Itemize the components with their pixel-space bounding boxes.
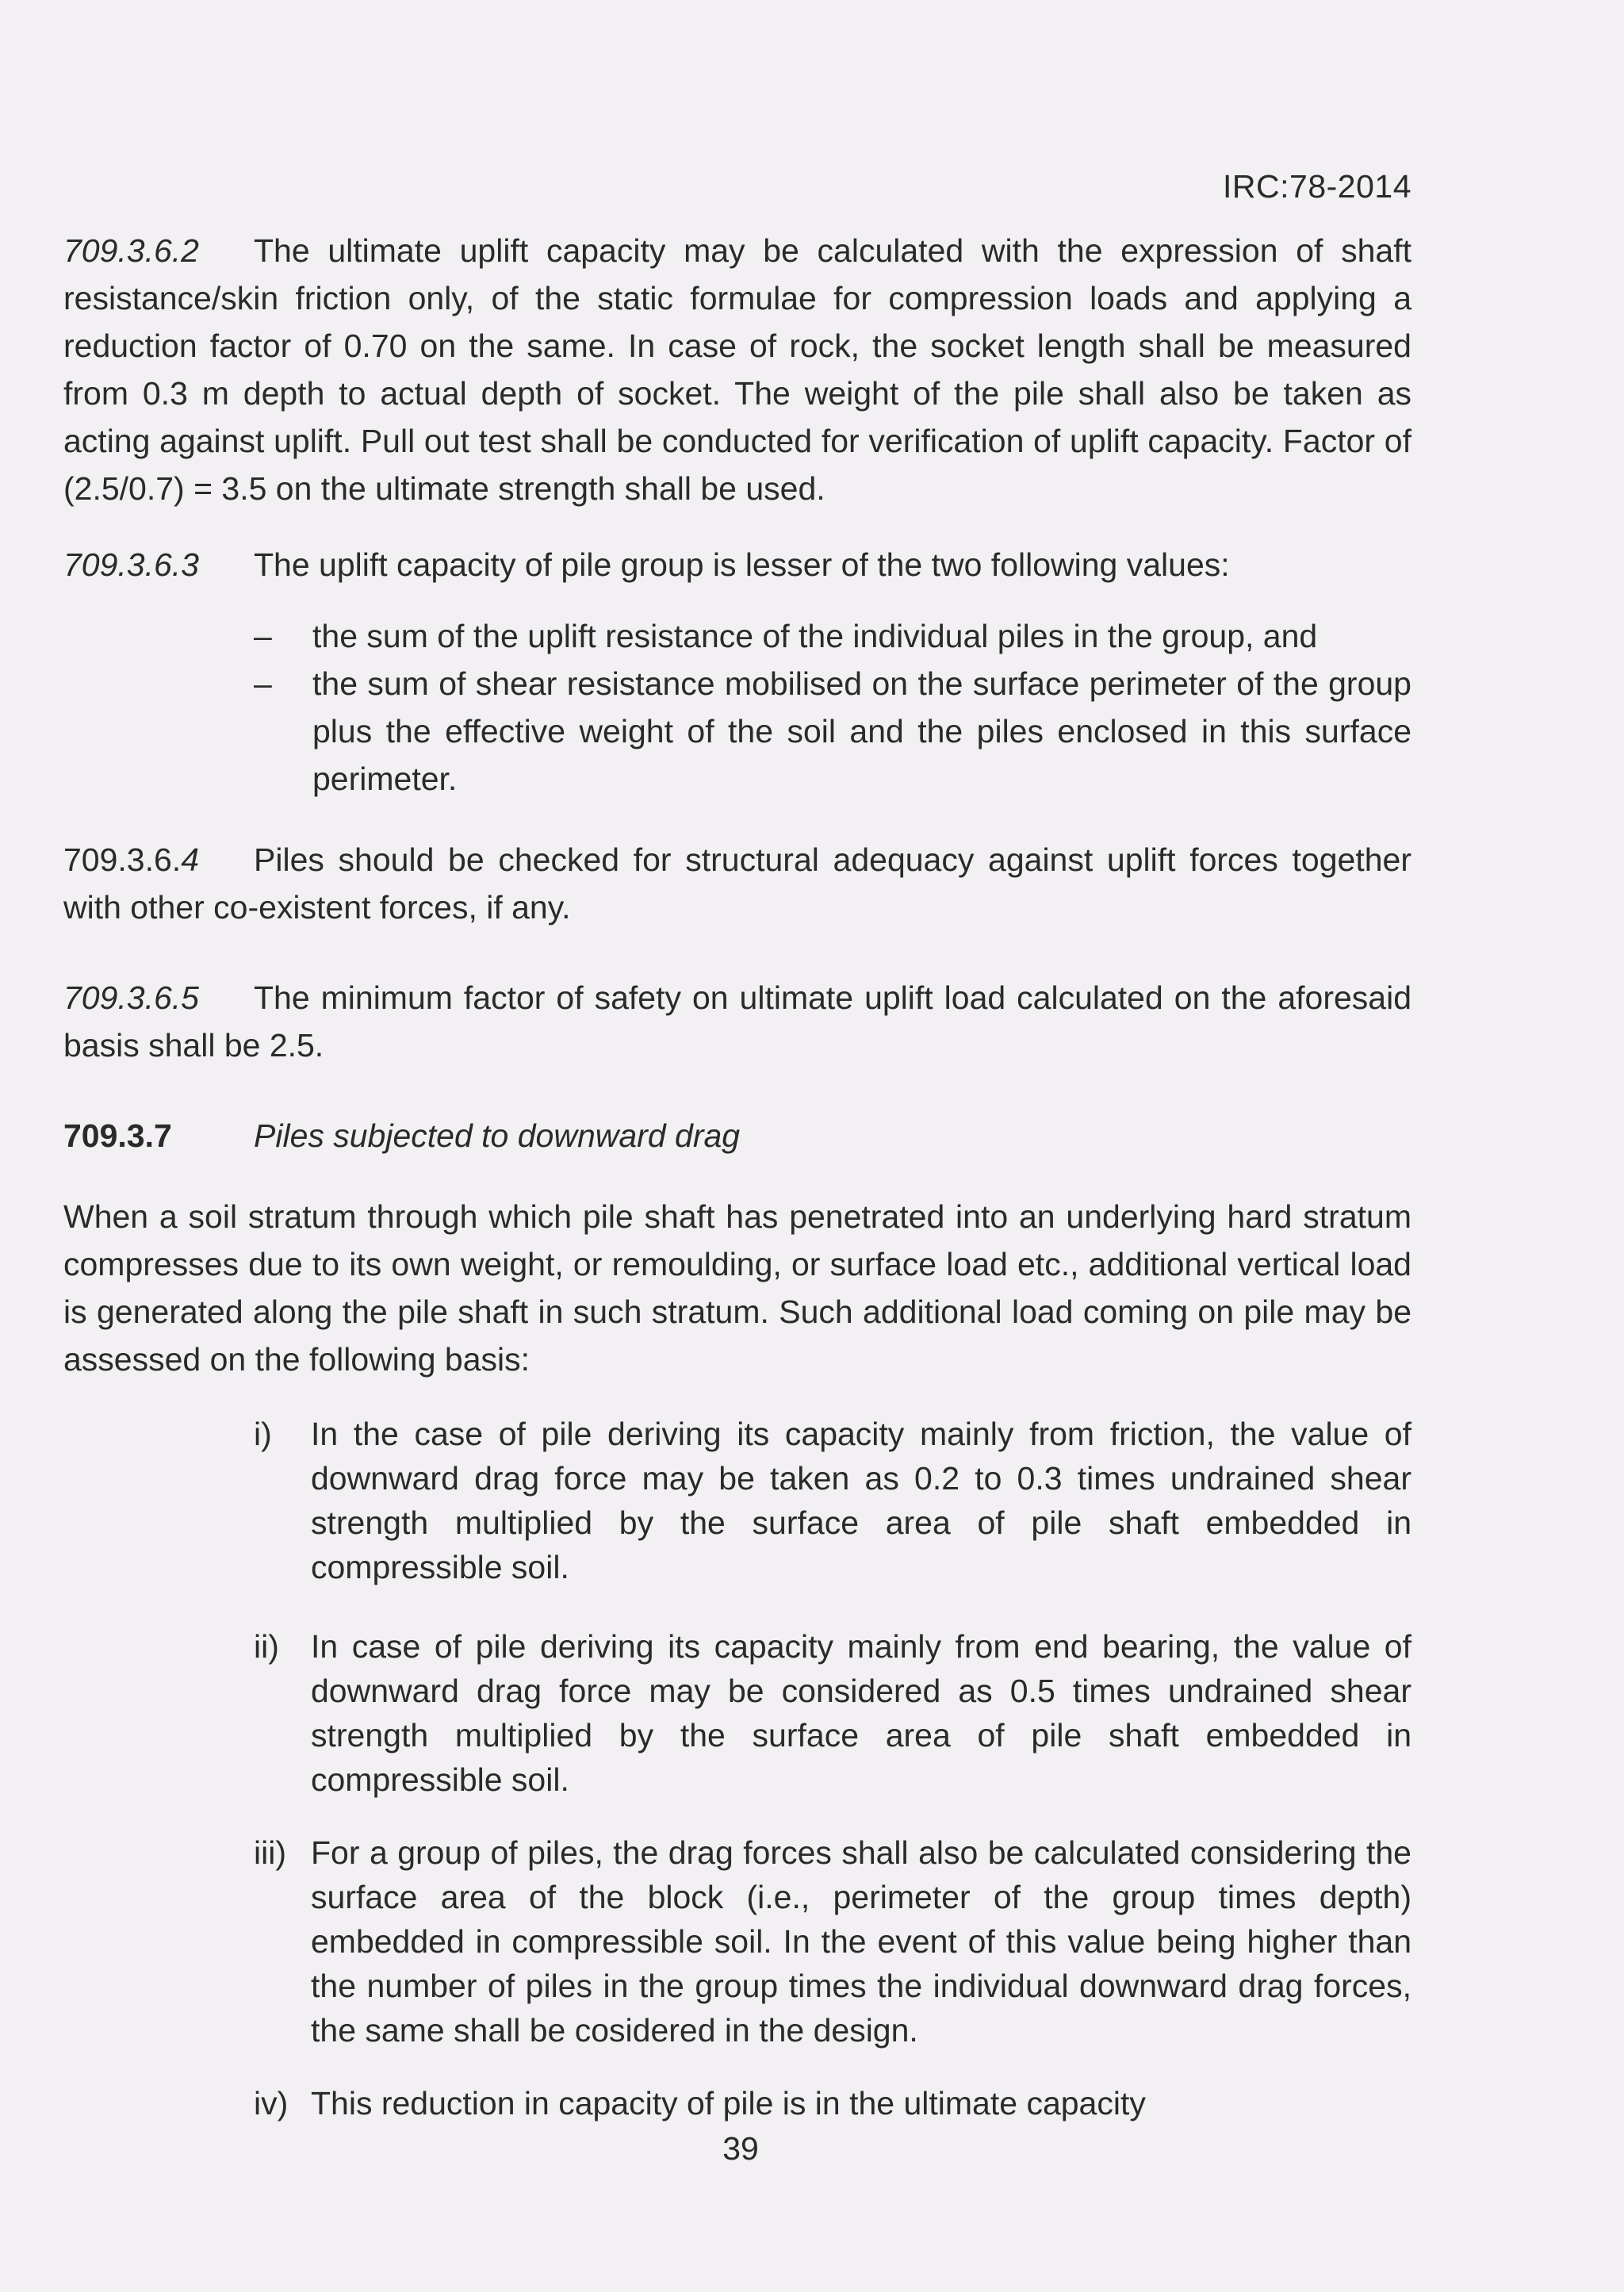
section-title: Piles subjected to downward drag <box>254 1117 741 1154</box>
item-marker: iii) <box>254 1834 286 1871</box>
clause-text: Piles should be checked for structural adequacy against uplift forces together with other co-existent forces, if any. <box>63 841 1411 926</box>
list-item: – the sum of shear resistance mobilised on the surface perimeter of the group plus the effective weight of the soil and the piles enclosed in this surface perimeter. <box>254 660 1411 803</box>
clause-number: 709.3.6.4 <box>63 841 199 878</box>
clause-text: The minimum factor of safety on ultimate uplift load calculated on the aforesaid basis shall be 2.5. <box>63 979 1411 1064</box>
document-code: IRC:78-2014 <box>1223 168 1411 205</box>
list-item <box>254 2081 1411 2125</box>
list-item <box>254 1830 1411 2052</box>
clause-709-3-6-4 <box>63 836 1411 931</box>
list-item: – the sum of the uplift resistance of the individual piles in the group, and <box>254 612 1411 660</box>
item-marker: ii) <box>254 1628 279 1665</box>
item-marker: i) <box>254 1416 272 1452</box>
clause-text: The uplift capacity of pile group is lesser of the two following values: <box>254 546 1230 583</box>
section-heading-709-3-7 <box>63 1112 1411 1159</box>
clause-709-3-6-5 <box>63 974 1411 1069</box>
item-marker: iv) <box>254 2085 289 2121</box>
item-text: For a group of piles, the drag forces shall also be calculated considering the surface area of the block (i.e., perimeter of the group times depth) embedded in compressible soil. In the event of this value being higher than the number of piles in the group times the individual downward drag forces, the same shall be cosidered in the design. <box>311 1834 1411 2049</box>
uplift-conditions-list <box>254 612 1411 803</box>
downward-drag-list <box>254 1412 1411 2125</box>
clause-number: 709.3.6.3 <box>63 546 199 583</box>
list-item <box>254 1412 1411 1589</box>
clause-text: The ultimate uplift capacity may be calculated with the expression of shaft resistance/skin friction only, of the static formulae for compression loads and applying a reduction factor of 0.70 on the same. In case of rock, the socket length shall be measured from 0.3 m depth to actual depth of socket. The weight of the pile shall also be taken as acting against uplift. Pull out test shall be conducted for verification of uplift capacity. Factor of (2.5/0.7) = 3.5 on the ultimate strength shall be used. <box>63 232 1411 507</box>
list-item <box>254 1624 1411 1802</box>
item-text: In case of pile deriving its capacity mainly from end bearing, the value of downward drag force may be considered as 0.5 times undrained shear strength multiplied by the surface area of pile shaft embedded in compressible soil. <box>311 1628 1411 1798</box>
clause-709-3-6-3 <box>63 541 1411 588</box>
page-content <box>63 227 1411 2125</box>
clause-number: 709.3.6.5 <box>63 979 199 1016</box>
page-number: 39 <box>722 2130 759 2167</box>
clause-number: 709.3.6.2 <box>63 232 199 269</box>
clause-709-3-6-2 <box>63 227 1411 512</box>
item-text: This reduction in capacity of pile is in the ultimate capacity <box>311 2085 1146 2121</box>
item-text: In the case of pile deriving its capacity mainly from friction, the value of downward drag force may be taken as 0.2 to 0.3 times undrained shear strength multiplied by the surface area of pile shaft embedded in compressible soil. <box>311 1416 1411 1585</box>
section-intro: When a soil stratum through which pile shaft has penetrated into an underlying hard stratum compresses due to its own weight, or remoulding, or surface load etc., additional vertical load is generated along the pile shaft in such stratum. Such additional load coming on pile may be assessed on the following basis: <box>63 1198 1411 1378</box>
section-number: 709.3.7 <box>63 1117 172 1154</box>
